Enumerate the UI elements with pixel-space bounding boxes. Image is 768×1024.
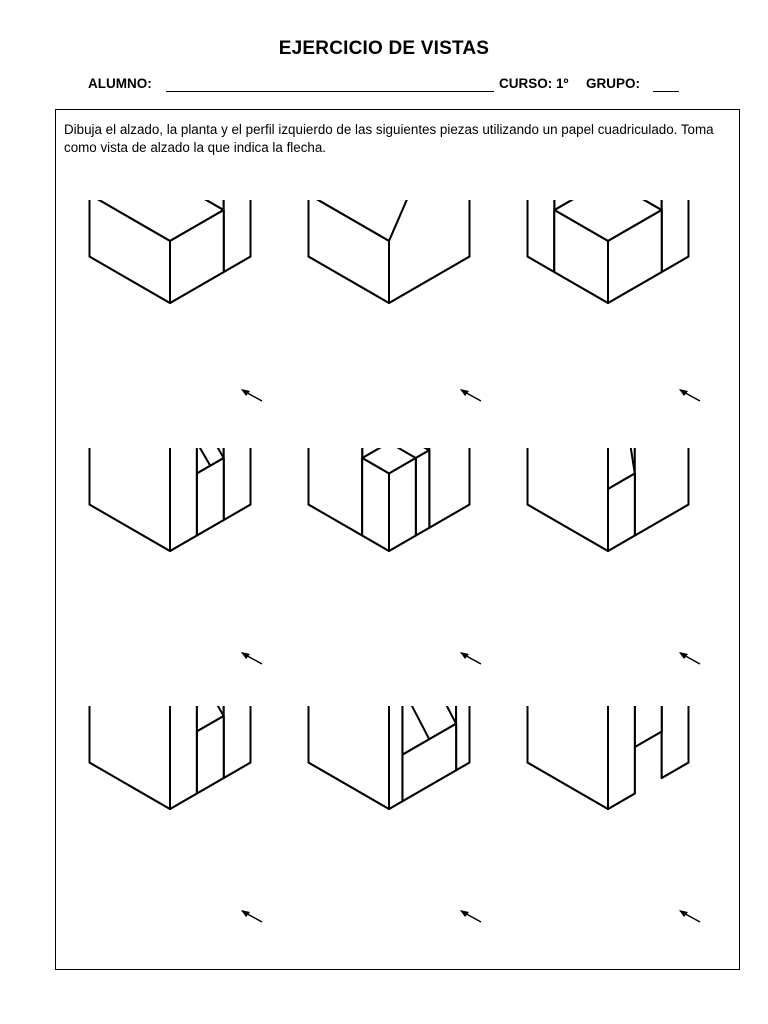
instructions-text: Dibuja el alzado, la planta y el perfil izquierdo de las siguientes piezas utilizando un papel cuadriculado. Toma como vista de alzado la que indica la flecha. — [64, 122, 714, 155]
face-right-outline — [528, 706, 609, 809]
face-left-outline — [224, 448, 251, 520]
view-arrow-head — [460, 910, 469, 917]
face-left-outline — [224, 706, 251, 778]
view-arrow-head — [679, 389, 688, 396]
face-left-outline — [635, 706, 662, 747]
face-left-outline — [170, 448, 197, 551]
isometric-figure-5 — [299, 448, 499, 678]
face-left-outline — [662, 706, 689, 778]
face-left-outline — [389, 706, 402, 809]
grupo-label: GRUPO: — [586, 76, 640, 91]
isometric-figure-2 — [299, 200, 499, 420]
face-left-outline — [224, 200, 251, 272]
face-right-outline — [90, 706, 171, 809]
face-left-outline — [429, 448, 469, 528]
isometric-figure-1 — [80, 200, 280, 420]
face-right-outline — [90, 448, 171, 551]
isometric-figure-9 — [518, 706, 718, 936]
view-arrow-head — [241, 910, 250, 917]
face-left-outline — [389, 458, 416, 551]
face-right-outline — [309, 448, 363, 536]
face-left-outline — [170, 706, 197, 809]
view-arrow-head — [241, 652, 250, 659]
view-arrow-head — [241, 389, 250, 396]
face-right-outline — [362, 458, 389, 551]
isometric-figure-6 — [518, 448, 718, 678]
view-arrow-head — [679, 910, 688, 917]
student-header — [88, 76, 688, 96]
page-title: EJERCICIO DE VISTAS — [278, 38, 490, 59]
face-right-outline — [528, 448, 609, 551]
isometric-figure-4 — [80, 448, 280, 678]
face-right-outline — [309, 706, 390, 809]
face-left-outline — [635, 448, 689, 536]
face-left-outline — [416, 450, 430, 535]
face-left-outline — [608, 706, 635, 809]
face-left-outline — [662, 200, 689, 272]
face-left-outline — [456, 706, 469, 770]
view-arrow-head — [460, 389, 469, 396]
view-arrow-head — [460, 652, 469, 659]
face-left-outline — [389, 200, 470, 303]
curso-label: CURSO: 1º — [499, 76, 569, 91]
isometric-figure-3 — [518, 200, 718, 420]
isometric-figure-8 — [299, 706, 499, 936]
view-arrow-head — [679, 652, 688, 659]
face-right-outline — [528, 200, 555, 272]
grupo-field[interactable] — [653, 91, 679, 92]
alumno-label: ALUMNO: — [88, 76, 152, 91]
alumno-field[interactable] — [166, 91, 494, 92]
face-left-outline — [362, 448, 389, 458]
isometric-figure-7 — [80, 706, 280, 936]
